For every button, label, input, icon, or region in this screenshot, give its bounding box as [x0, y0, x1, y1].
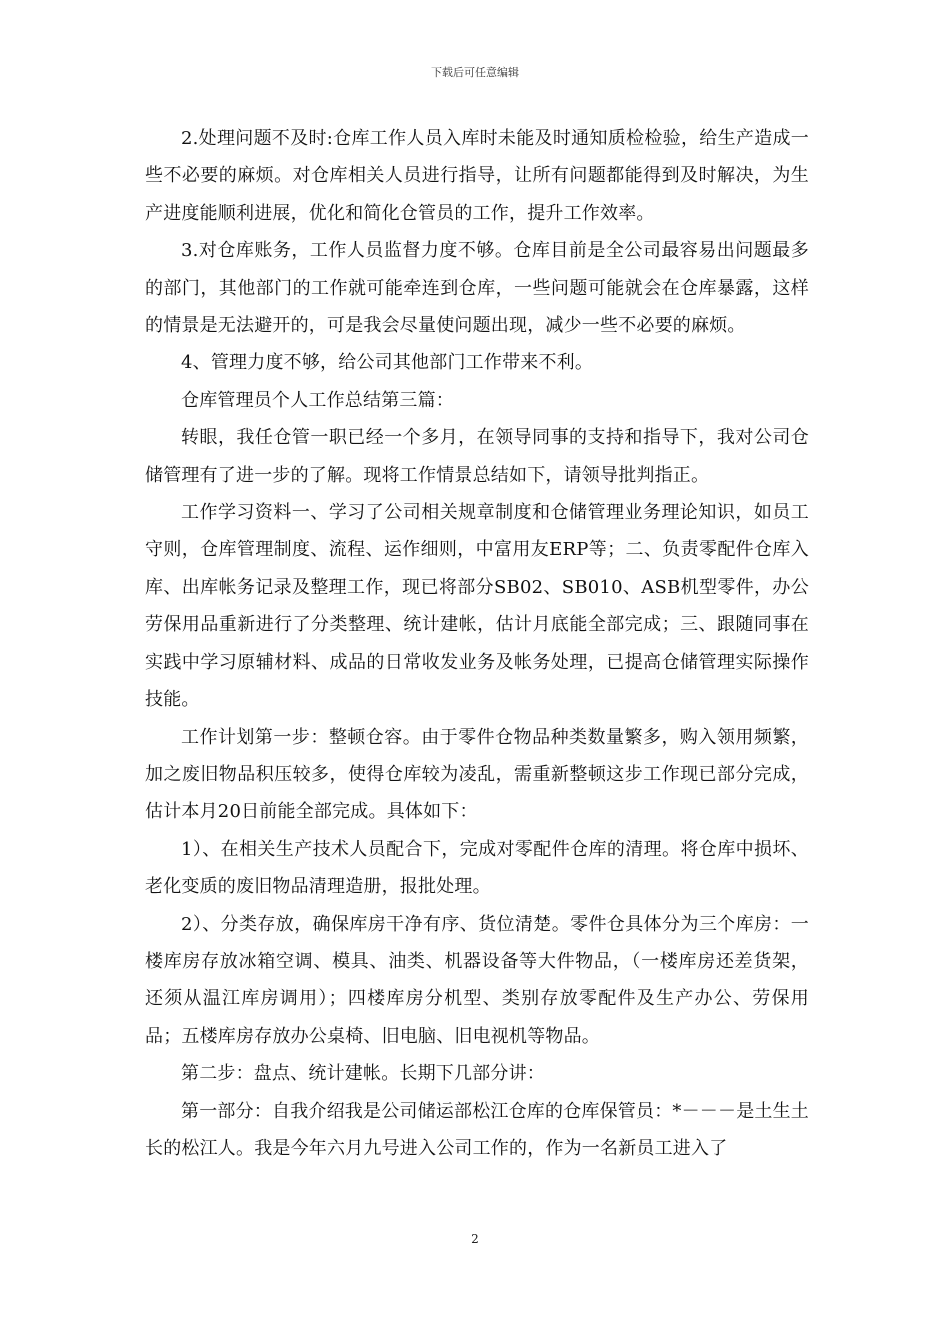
paragraph: 2）、分类存放，确保库房干净有序、货位清楚。零件仓具体分为三个库房：一楼库房存放冰箱空调、模具、油类、机器设备等大件物品，（一楼库房还差货架，还须从温江库房调用）；四楼库房分机型、类别存放零配件及生产办公、劳保用品；五楼库房存放办公桌椅、旧电脑、旧电视机等物品。: [145, 913, 809, 1047]
page-number: 2: [471, 1232, 479, 1246]
section-heading: 仓库管理员个人工作总结第三篇：: [181, 389, 454, 411]
paragraph: 工作学习资料一、学习了公司相关规章制度和仓储管理业务理论知识，如员工守则，仓库管理制度、流程、运作细则，中富用友ERP等；二、负责零配件仓库入库、出库帐务记录及整理工作，现已将部分SB02、SB010、ASB机型零件，办公劳保用品重新进行了分类整理、统计建帐，估计月底能全部完成；三、跟随同事在实践中学习原辅材料、成品的日常收发业务及帐务处理，已提高仓储管理实际操作技能。: [145, 502, 809, 711]
document-body: [145, 120, 809, 1167]
page-header: 下载后可任意编辑: [431, 66, 519, 79]
paragraph: 转眼，我任仓管一职已经一个多月，在领导同事的支持和指导下，我对公司仓储管理有了进一步的了解。现将工作情景总结如下，请领导批判指正。: [145, 427, 809, 486]
paragraph: 第一部分：自我介绍我是公司储运部松江仓库的仓库保管员：*－－－是土生土长的松江人。我是今年六月九号进入公司工作的，作为一名新员工进入了: [145, 1100, 809, 1159]
paragraph: 工作计划第一步：整顿仓容。由于零件仓物品种类数量繁多，购入领用频繁，加之废旧物品积压较多，使得仓库较为凌乱，需重新整顿这步工作现已部分完成，估计本月20日前能全部完成。具体如下：: [145, 726, 809, 823]
paragraph: 4、管理力度不够，给公司其他部门工作带来不利。: [181, 352, 594, 374]
paragraph: 3.对仓库账务，工作人员监督力度不够。仓库目前是全公司最容易出问题最多的部门，其他部门的工作就可能牵连到仓库，一些问题可能就会在仓库暴露，这样的情景是无法避开的，可是我会尽量使问题出现，减少一些不必要的麻烦。: [145, 240, 809, 337]
paragraph: 第二步：盘点、统计建帐。长期下几部分讲：: [181, 1063, 545, 1085]
paragraph: 2.处理问题不及时:仓库工作人员入库时未能及时通知质检检验，给生产造成一些不必要的麻烦。对仓库相关人员进行指导，让所有问题都能得到及时解决，为生产进度能顺利进展，优化和简化仓管员的工作，提升工作效率。: [145, 128, 809, 224]
paragraph: 1）、在相关生产技术人员配合下，完成对零配件仓库的清理。将仓库中损坏、老化变质的废旧物品清理造册，报批处理。: [145, 838, 809, 898]
